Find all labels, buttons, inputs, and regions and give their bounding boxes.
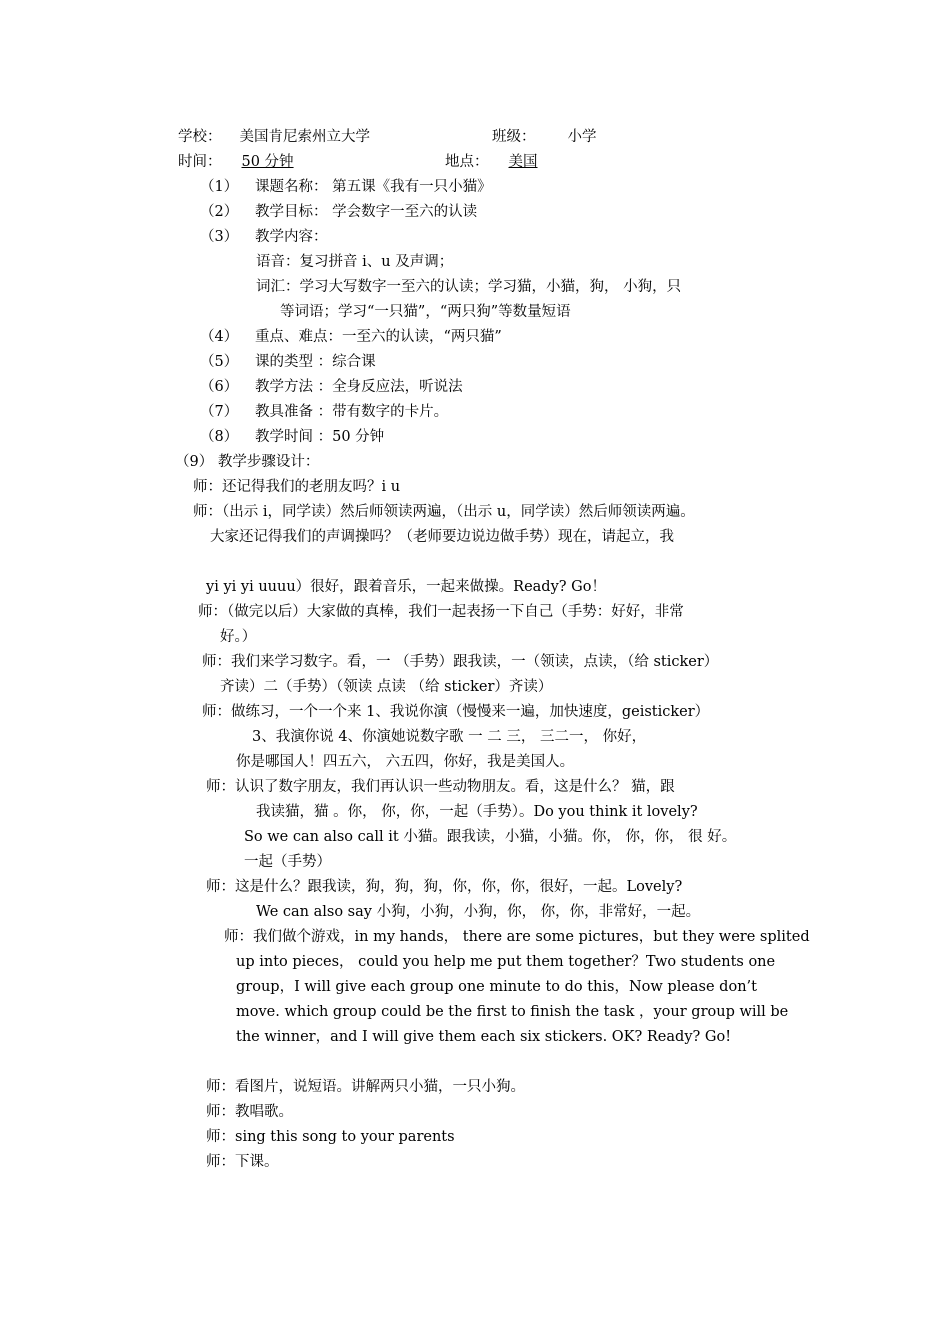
body-line: 师：（出示 i，同学读）然后师领读两遍，（出示 u，同学读）然后师领读两遍。: [193, 504, 695, 520]
content-phonetics: 语音：复习拼音 i、u 及声调；: [256, 254, 454, 270]
body-line: 好。）: [220, 629, 257, 645]
item-number: （4）: [200, 329, 239, 345]
body-line: move. which group could be the first to finish the task ，your group will be: [236, 1004, 789, 1020]
body-line: We can also say 小狗，小狗，小狗，你， 你，你，非常好，一起。: [256, 904, 701, 920]
item-8: [200, 427, 384, 447]
body-line: 师：（做完以后）大家做的真棒，我们一起表扬一下自己（手势：好好，非常: [198, 604, 684, 620]
steps-title: （9） 教学步骤设计：: [175, 454, 320, 470]
content-vocab-1: 词汇：学习大写数字一至六的认读；学习猫，小猫，狗， 小狗，只: [256, 279, 682, 295]
body-line: 一起（手势）: [244, 854, 331, 870]
school-line: [178, 127, 370, 147]
school-value: 美国肯尼索州立大学: [239, 129, 370, 145]
item-5: [200, 352, 376, 372]
item-2: [200, 202, 477, 222]
body-line: group，I will give each group one minute to do this，Now please don’t: [236, 979, 757, 995]
item-3: [200, 227, 328, 247]
body-line: 我读猫，猫 。你， 你，你，一起（手势）。Do you think it lovely?: [256, 804, 698, 820]
body-line: 师：做练习，一个一个来 1、我说你演（慢慢来一遍，加快速度，geisticker）: [202, 704, 710, 720]
body-line: 大家还记得我们的声调操吗？（老师要边说边做手势）现在，请起立，我: [210, 529, 674, 545]
item-number: （5）: [200, 354, 239, 370]
body-line: So we can also call it 小猫。跟我读，小猫，小猫。你， 你，你， 很 好。: [244, 829, 737, 845]
place-line: [445, 152, 607, 172]
body-line: 师：看图片，说短语。讲解两只小猫，一只小狗。: [206, 1079, 525, 1095]
item-text: 教学目标： 学会数字一至六的认读: [255, 204, 478, 220]
item-text: 教具准备 ：带有数字的卡片。: [255, 404, 449, 420]
item-text: 课的类型 ：综合课: [255, 354, 376, 370]
item-number: （6）: [200, 379, 239, 395]
item-text: 教学时间 ：50 分钟: [255, 429, 385, 445]
body-line: 师：这是什么？跟我读，狗，狗，狗，你，你，你，很好，一起。Lovely?: [206, 879, 683, 895]
body-line: 师：我们做个游戏，in my hands， there are some pictures，but they were splited: [224, 929, 810, 945]
place-label: 地点：: [445, 154, 489, 170]
item-number: （2）: [200, 204, 239, 220]
item-text: 教学内容：: [255, 229, 328, 245]
item-number: （3）: [200, 229, 239, 245]
item-number: （7）: [200, 404, 239, 420]
body-line: 师：认识了数字朋友，我们再认识一些动物朋友。看，这是什么？ 猫，跟: [206, 779, 675, 795]
body-line: 师：下课。: [206, 1154, 279, 1170]
class-line: [492, 127, 597, 147]
time-value: 50 分钟: [241, 154, 294, 170]
item-number: （1）: [200, 179, 239, 195]
time-line: [178, 152, 360, 172]
time-label: 时间：: [178, 154, 222, 170]
content-vocab-2: 等词语；学习“一只猫”，“两只狗”等数量短语: [280, 304, 571, 320]
item-text: 重点、难点：一至六的认读，“两只猫”: [255, 329, 502, 345]
body-line: yi yi yi uuuu）很好，跟着音乐，一起来做操。Ready? Go！: [206, 579, 606, 595]
item-4: [200, 327, 502, 347]
body-line: 你是哪国人！四五六， 六五四，你好，我是美国人。: [236, 754, 575, 770]
body-line: the winner，and I will give them each six stickers. OK? Ready? Go!: [236, 1029, 732, 1045]
body-line: 师：教唱歌。: [206, 1104, 293, 1120]
body-line: 师：sing this song to your parents: [206, 1129, 455, 1145]
item-6: [200, 377, 463, 397]
item-1: [200, 177, 492, 197]
body-line: 齐读）二（手势）（领读 点读 （给 sticker）齐读）: [220, 679, 553, 695]
item-number: （8）: [200, 429, 239, 445]
class-label: 班级：: [492, 129, 536, 145]
school-label: 学校：: [178, 129, 222, 145]
body-line: up into pieces， could you help me put them together？Two students one: [236, 954, 776, 970]
item-text: 课题名称： 第五课《我有一只小猫》: [255, 179, 492, 195]
body-line: 3、我演你说 4、你演她说数字歌 一 二 三， 三二一， 你好，: [252, 729, 647, 745]
place-value: 美国: [508, 154, 538, 170]
item-7: [200, 402, 448, 422]
class-value: 小学: [567, 129, 597, 145]
item-text: 教学方法 ：全身反应法，听说法: [255, 379, 463, 395]
body-line: 师：我们来学习数字。看，一 （手势）跟我读，一（领读，点读，（给 sticker）: [202, 654, 719, 670]
body-line: 师：还记得我们的老朋友吗？i u: [193, 479, 401, 495]
